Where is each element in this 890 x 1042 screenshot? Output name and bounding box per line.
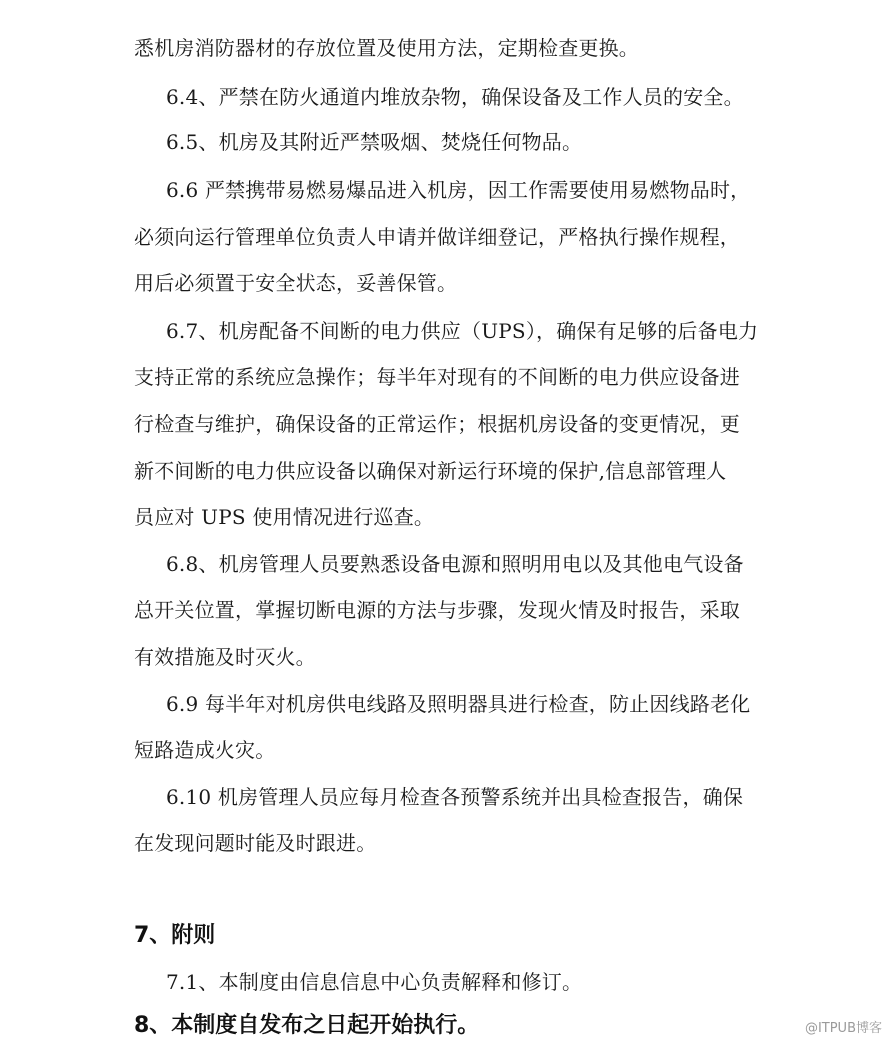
item-6-8-line-2: 总开关位置，掌握切断电源的方法与步骤，发现火情及时报告，采取 (134, 598, 740, 622)
item-6-8-line-1: 6.8、机房管理人员要熟悉设备电源和照明用电以及其他电气设备 (166, 552, 744, 576)
item-6-10-line-1: 6.10 机房管理人员应每月检查各预警系统并出具检查报告，确保 (166, 785, 744, 809)
item-6-9-line-1: 6.9 每半年对机房供电线路及照明器具进行检查，防止因线路老化 (166, 692, 751, 716)
item-6-6-line-3: 用后必须置于安全状态，妥善保管。 (134, 271, 458, 295)
watermark: @ITPUB博客 (804, 1021, 882, 1036)
item-6-10-line-2: 在发现问题时能及时跟进。 (134, 831, 377, 855)
item-6-7-line-1: 6.7、机房配备不间断的电力供应（UPS），确保有足够的后备电力 (166, 319, 759, 343)
item-6-8-line-3: 有效措施及时灭火。 (134, 645, 316, 669)
section-8-heading: 8、本制度自发布之日起开始执行。 (134, 1013, 480, 1038)
paragraph-continuation-line: 悉机房消防器材的存放位置及使用方法，定期检查更换。 (134, 36, 639, 60)
item-6-9-line-2: 短路造成火灾。 (134, 738, 276, 762)
item-6-7-line-5: 员应对 UPS 使用情况进行巡查。 (134, 505, 435, 529)
item-6-7-line-4: 新不间断的电力供应设备以确保对新运行环境的保护,信息部管理人 (134, 459, 727, 483)
item-6-6-line-1: 6.6 严禁携带易燃易爆品进入机房，因工作需要使用易燃物品时， (166, 178, 751, 202)
item-6-4-line: 6.4、严禁在防火通道内堆放杂物，确保设备及工作人员的安全。 (166, 85, 744, 109)
item-7-1-line: 7.1、本制度由信息信息中心负责解释和修订。 (166, 970, 583, 994)
item-6-7-line-3: 行检查与维护，确保设备的正常运作；根据机房设备的变更情况，更 (134, 412, 740, 436)
section-7-heading: 7、附则 (134, 923, 216, 948)
item-6-5-line: 6.5、机房及其附近严禁吸烟、焚烧任何物品。 (166, 130, 583, 154)
item-6-6-line-2: 必须向运行管理单位负责人申请并做详细登记，严格执行操作规程， (134, 225, 740, 249)
item-6-7-line-2: 支持正常的系统应急操作；每半年对现有的不间断的电力供应设备进 (134, 365, 740, 389)
